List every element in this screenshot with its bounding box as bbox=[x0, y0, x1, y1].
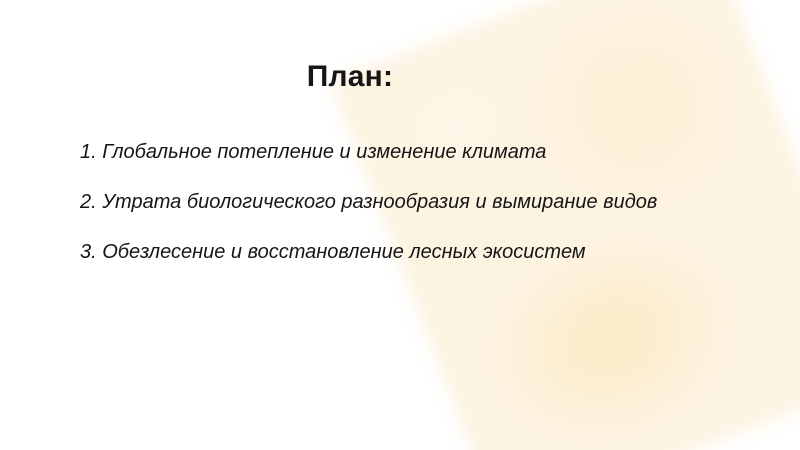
plan-list-item: 2. Утрата биологического разнообразия и вымирание видов bbox=[80, 191, 658, 213]
plan-list bbox=[80, 140, 760, 264]
plan-list-item: 3. Обезлесение и восстановление лесных экосистем bbox=[80, 241, 586, 263]
plan-list-item: 1. Глобальное потепление и изменение климата bbox=[80, 141, 547, 163]
slide-title: План: bbox=[306, 60, 394, 93]
